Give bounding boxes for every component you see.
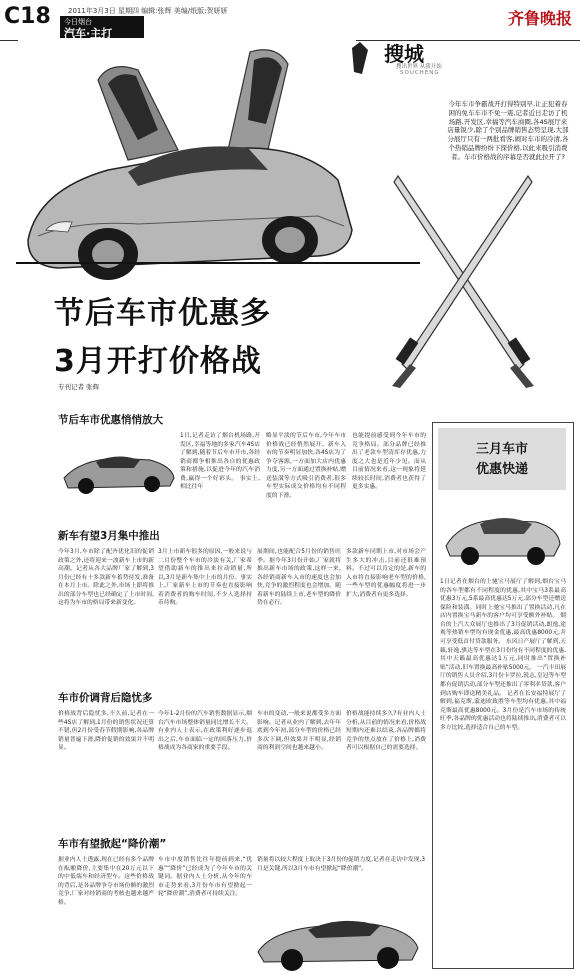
sidebar-title-line: 优惠快递: [475, 461, 528, 477]
sidebar-text: 1日记者在烟台的上驰宝马展厅了解到,烟台宝马的各车型都有不同程度的优惠,其中宝马3系最高优惠3万元,5系最高优惠达5万元,部分车型还赠送保险和装潢。同时上驰宝马推出了置换活动,凡在店内置换宝马新车的客户均可享受额外补贴。 烟台的上汽大众展厅也推出了3月促销活动,朗逸,途观等热销车型均有现金优惠,最高优惠8000元,并可享受低首付贷款服务。 东风日产展厅了解到,天籁,轩逸,骐达等车型在3月份均有不同程度的优惠,其中天籁最高优惠达1万元,同时推出“置换补贴”活动,旧车置换最高补贴5000元。 一汽丰田展厅的销售人员介绍,3月份卡罗拉,锐志,皇冠等车型都有促销活动,部分车型还推出了零利率贷款,客户到店购车即送精美礼品。 记者在长安福特展厅了解到,福克斯,蒙迪欧致胜等车型均有优惠,其中福克斯最高优惠8000元。3月份是汽车市场的传统旺季,各品牌的优惠活动也将陆续推出,消费者可以多方比较,选择适合自己的车型。: [440, 579, 566, 731]
article-column: 也能提前感受到今年车市的竞争格局。部分品牌已经推出了老款车型清库存优惠,力度之大也是近年少见。而从目前情况来看,这一现象将延续较长时间,消费者也获得了更多实惠。: [352, 433, 426, 491]
column-name: 搜城: [384, 42, 424, 66]
column-subtitle: 搜出世界 从我开始: [396, 64, 442, 70]
sidebar-title-line: 三月车市: [475, 442, 528, 457]
article-column: 车市的变动,一般来说都受多方面影响。记者从业内了解到,去年年底到今年初,部分车型的价格已经多次下调,但效果并不明显,经销商的利润空间也越来越小。: [257, 711, 341, 752]
newspaper-logo: 齐鲁晚报: [507, 9, 572, 28]
divider: [16, 262, 420, 264]
byline: 专刊记者 张辉: [58, 383, 100, 391]
article-column: 3月上市新车很多的原因,一般来说与二月份整个车市的冷淡有关,厂家希望借助新车的推出来拉动销量,所以,3月是新车集中上市的月份。事实上,厂家新车上市的节奏也直接影响着消费者的购车时间,不少人选择持币待购。: [158, 549, 252, 607]
article-column: 车市中度销售比往年提前到来,“优惠”“降价”已经成为了今年车市的关键词。据业内人士分析,从今年的车市走势来看,3月份车市有望掀起一轮“降价潮”,消费者可持续关注。: [158, 857, 252, 898]
sidebar-title: [438, 440, 566, 479]
headline-line-2: 3月开打价格战: [54, 344, 262, 379]
article-column: 略显平淡的节后车市,今年车市价格战已经悄然展开。新车入市的节奏明显加快,各4S店为了争夺客源,一方面加大店内优惠力度,另一方面通过置换补贴,赠送装潢等方式吸引消费者,很多车型实际成交价格均有不同程度的下滑。: [266, 433, 346, 500]
section-heading: 新车有望3月集中推出: [58, 530, 160, 542]
page-number: C18: [4, 4, 51, 29]
article-column: 价格战背后隐忧多,不久前,记者在一些4S店了解到,1月份的销售状况还算不错,但2月份受春节假期影响,各品牌销量普遍下滑,降价促销的效果并不明显。: [58, 711, 154, 752]
article-column: 销量将以较大程度上取决于3月份的促销力度,记者在走访中发现,3月是关键,所以3月车市有望掀起“降价潮”。: [257, 857, 425, 872]
coupe-photo: [252, 900, 424, 972]
section-tag: [60, 16, 144, 38]
article-column: 今年3月,车市除了配齐优化旧的促销政策之外,还将迎来一波新车上市的新高潮。记者从各大品牌厂家了解到,3月份已经有十多款新车蓄势待发,准备在本月上市。除此之外,市场上即将推出的部分车型也已经确定了上市时间,这将为车市的格局带来新变化。: [58, 549, 154, 607]
supercar-photo: [18, 40, 356, 290]
sedan-photo: [440, 494, 564, 572]
section-heading: 车市有望掀起“降价潮”: [58, 838, 167, 850]
section-heading: 车市价调背后隐忧多: [58, 692, 153, 704]
article-column: 价格战能持续多久?有业内人士分析,从目前的情况来看,价格战短期内还难以结束,各品牌都将竞争的焦点放在了价格上,消费者可以根据自己的需要选择。: [346, 711, 426, 752]
sports-car-photo: [60, 438, 178, 498]
crossed-swords-illustration: [388, 168, 538, 388]
intro-text: 今年车市争霸战开打得特别早,让正犯着春困的免车车市不免一震,记者近日走访了机场路,开发区,幸福等汽车商圈,各4S展厅来店量锐少,除了个别品牌销售态势呈现,大部分展厅只有一两批看客,闹对车市的冷清,各个热销品牌纷纷下探价格,以此来吸引消费者。车市价格战的序幕是否就此拉开了?: [447, 100, 569, 161]
article-column: 据业内人士透露,现在已经有多个品牌在酝酿降价,主要集中在20万元以下的中低端车和经济型车。这些价格战的背后,是各品牌争夺市场份额的激烈竞争,厂家对经销商的考核也越来越严格。: [58, 857, 154, 906]
section-heading: 节后车市优惠悄悄放大: [58, 414, 163, 426]
article-column: 多款新车同期上市,对市场会产生多大的冲击,目前还很难预料。不过可以肯定的是,新车的入市将直接影响老车型的价格,一些车型的优惠幅度将进一步扩大,消费者有更多选择。: [346, 549, 426, 598]
article-column: 展期间,也能配合5月份的销售旺季。据今年3月份开始,厂家就将推出新车市场的政策,这样一来,各经销商新车入市的速度也会加快,竞争的激烈程度也会增加。随着新车的陆续上市,老车型的降价势在必行。: [257, 549, 341, 607]
section-supertitle: 今日烟台: [64, 18, 92, 26]
headline-line-1: 节后车市优惠多: [54, 296, 271, 331]
section-title: 汽车·主打: [64, 27, 113, 40]
page-header: [0, 0, 580, 41]
article-column: 今年1-2月份的汽车销售数据显示,烟台汽车市场整体销量同比增长不大。有业内人士表示,在政策利好逐步退出之后,车市面临一定的回落压力,价格战成为各商家的重要手段。: [158, 711, 252, 752]
column-english: SOUCHENG: [400, 70, 440, 76]
article-column: 1日,记者走访了烟台机场路,开发区,幸福等地的多家汽车4S店了解到,随着节后车市开市,各经销商都争相推出各自的优惠政策和措施,以促进今年的汽车消费,赢得一个好彩头。 事实上,相比往年: [180, 433, 260, 491]
edition-meta: 2011年3月3日 星期四 编辑:张辉 美编/纸版:贺妍妍: [68, 7, 228, 15]
